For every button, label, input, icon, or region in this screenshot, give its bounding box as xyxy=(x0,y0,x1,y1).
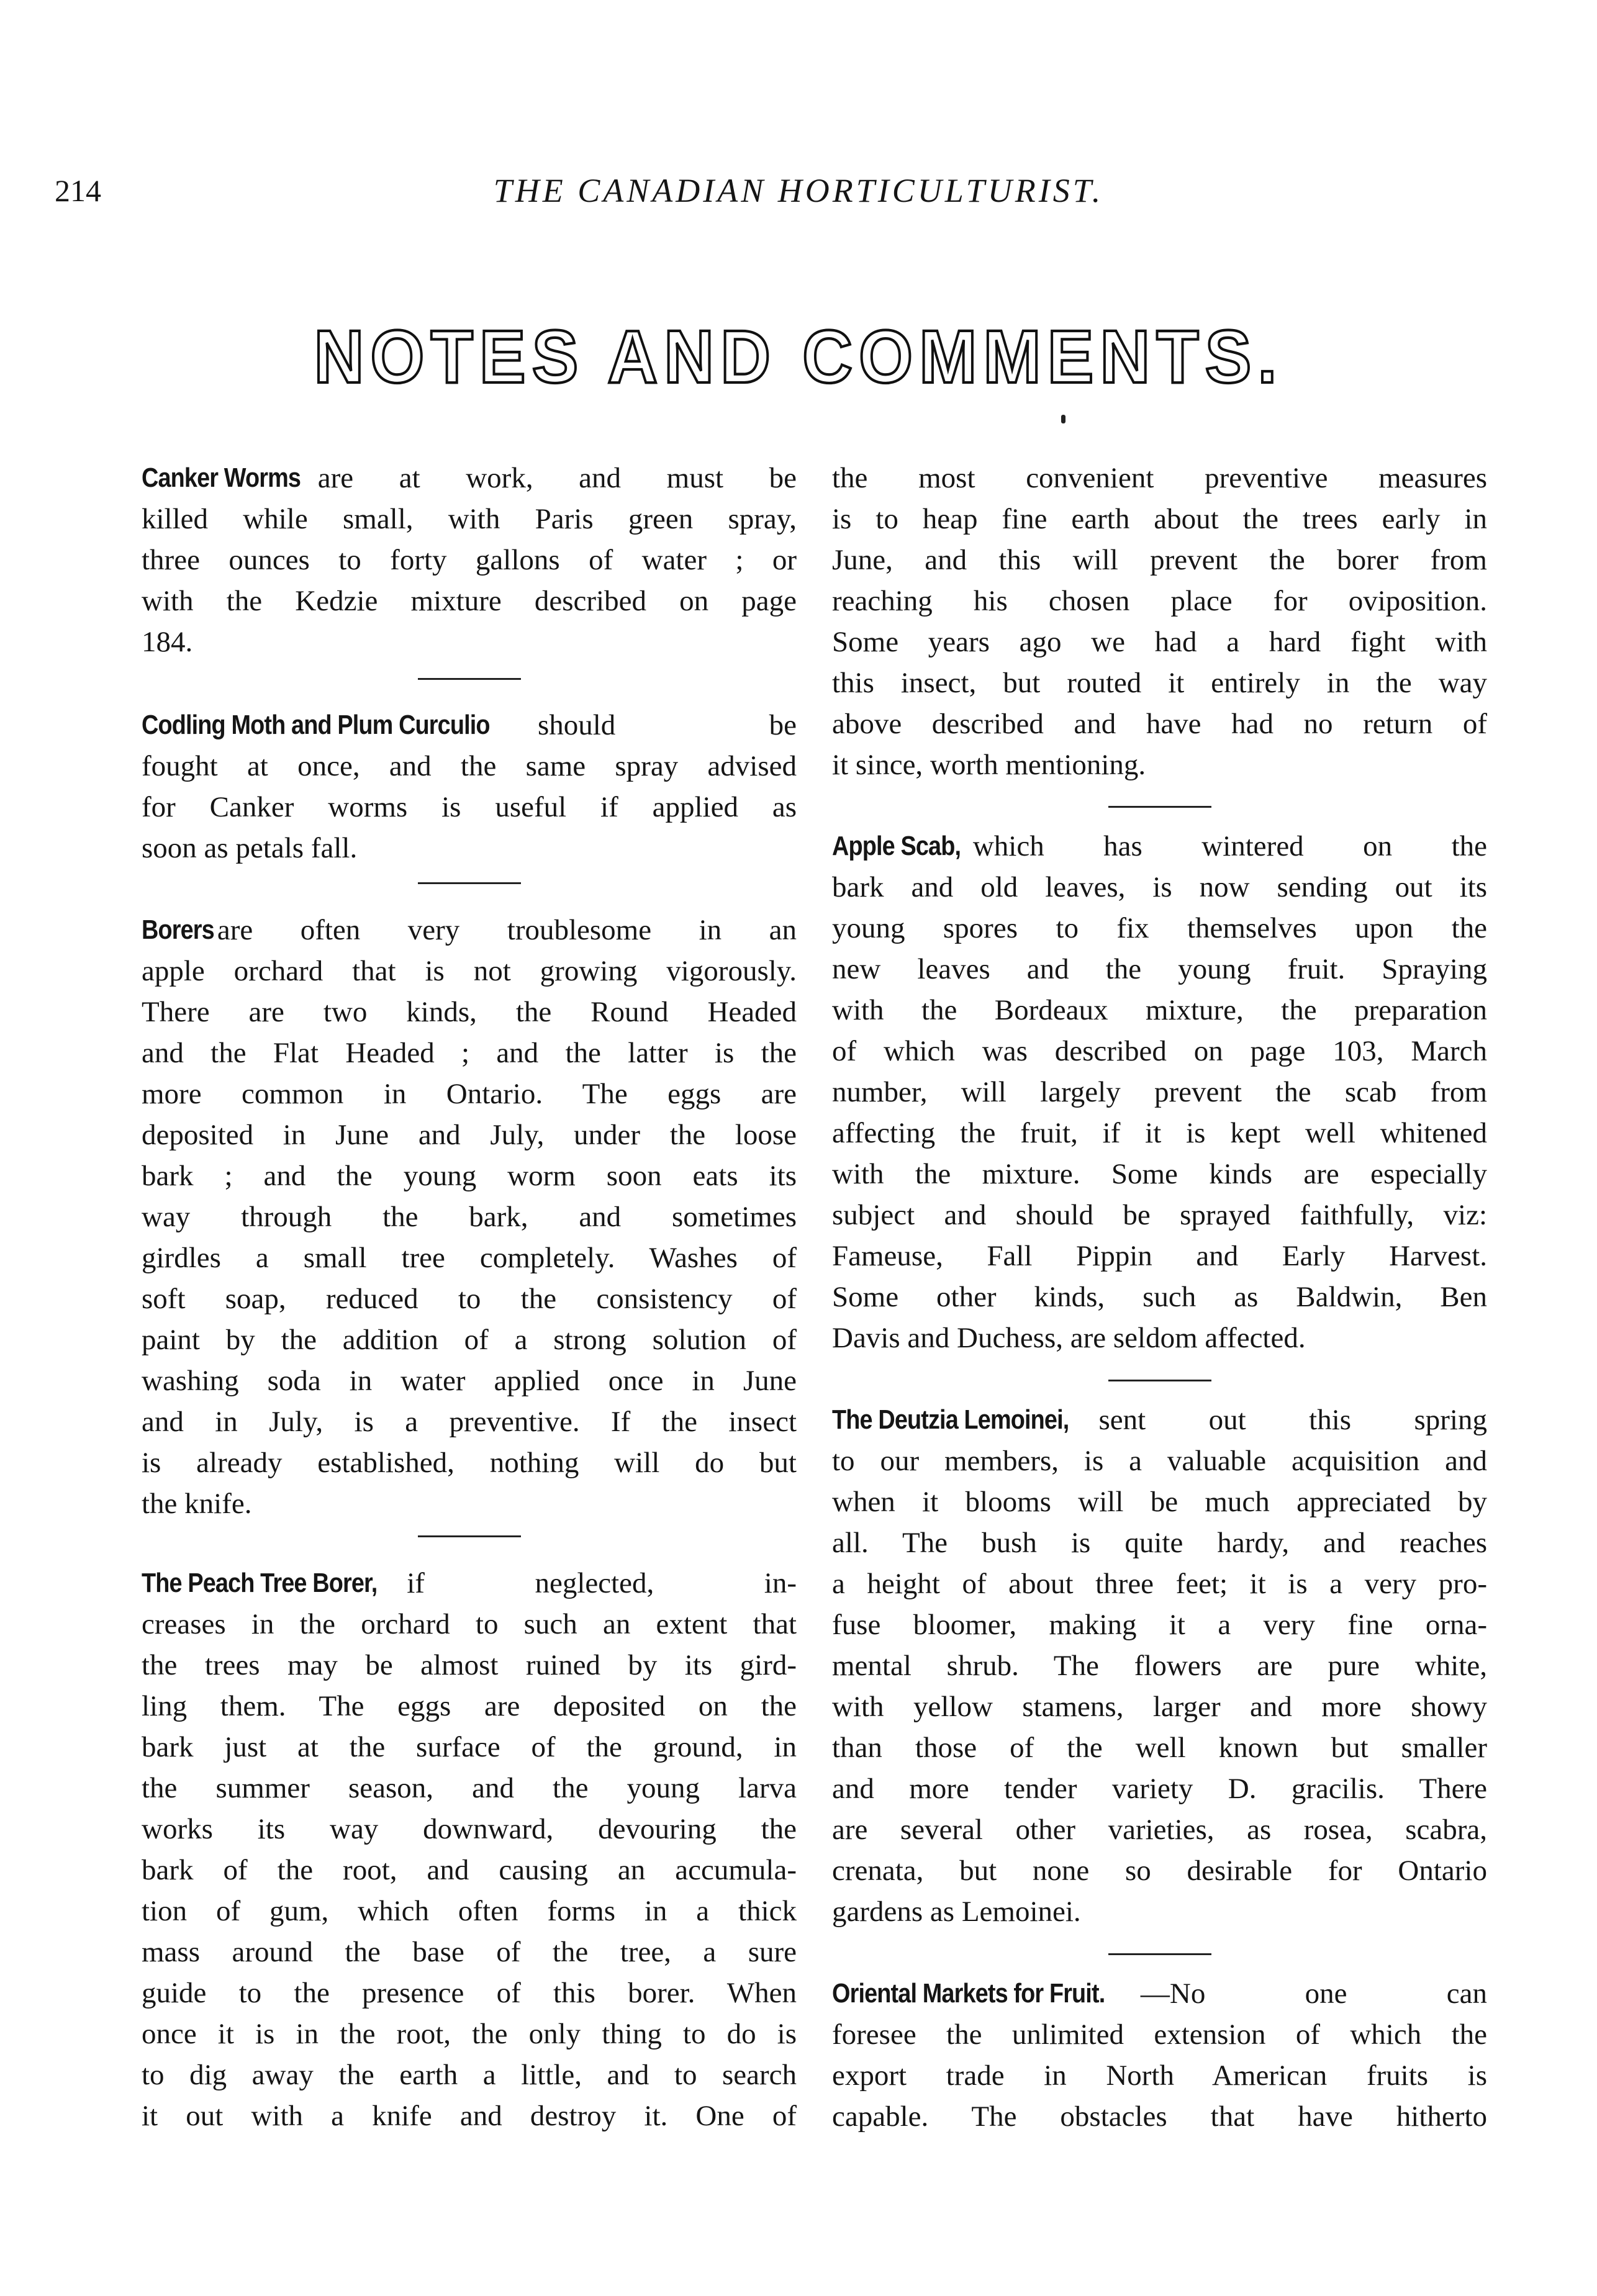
line-text: should be xyxy=(537,709,797,741)
line-text: tion of gum, which often forms in a thick xyxy=(142,1895,797,1927)
line-text: mass around the base of the tree, a sure xyxy=(142,1936,797,1968)
text-line xyxy=(832,1563,1487,1604)
paragraph xyxy=(832,1973,1487,2137)
text-line xyxy=(142,1360,797,1401)
paragraph xyxy=(832,826,1487,1358)
line-text: —No one can xyxy=(1140,1977,1487,2010)
paragraph xyxy=(142,705,797,869)
line-text: fought at once, and the same spray advised xyxy=(142,750,797,782)
paragraph-lead: The Deutzia Lemoinei, xyxy=(832,1404,1069,1435)
line-text: more common in Ontario. The eggs are xyxy=(142,1078,797,1110)
text-line xyxy=(142,1319,797,1360)
line-text: and in July, is a preventive. If the insect xyxy=(142,1406,797,1438)
line-text: 184. xyxy=(142,626,193,658)
text-line xyxy=(832,540,1487,581)
paragraph-lead: Canker Worms xyxy=(142,463,301,493)
text-line xyxy=(142,1237,797,1278)
line-text: sent out this spring xyxy=(1098,1404,1487,1436)
text-line xyxy=(142,1727,797,1768)
line-text: killed while small, with Paris green spray, xyxy=(142,503,797,535)
paragraph xyxy=(142,458,797,662)
line-text: bark of the root, and causing an accumula- xyxy=(142,1854,797,1886)
text-line xyxy=(142,951,797,992)
text-line xyxy=(142,1891,797,1932)
section-divider xyxy=(1108,1953,1211,1955)
text-line xyxy=(832,2096,1487,2137)
text-line xyxy=(142,1973,797,2014)
line-text: are often very troublesome in an xyxy=(217,914,797,946)
text-line xyxy=(832,908,1487,949)
text-line xyxy=(832,1154,1487,1195)
line-text: Fameuse, Fall Pippin and Early Harvest. xyxy=(832,1240,1487,1272)
section-divider xyxy=(1108,1380,1211,1381)
line-text: are at work, and must be xyxy=(317,462,797,494)
text-line xyxy=(832,990,1487,1031)
text-line xyxy=(832,2014,1487,2055)
text-line xyxy=(142,499,797,540)
line-text: and more tender variety D. gracilis. There xyxy=(832,1773,1487,1805)
line-text: if neglected, in- xyxy=(407,1567,797,1599)
line-text: June, and this will prevent the borer from xyxy=(832,544,1487,576)
text-line xyxy=(832,1727,1487,1768)
line-text: when it blooms will be much appreciated by xyxy=(832,1486,1487,1518)
line-text: with the Bordeaux mixture, the preparation xyxy=(832,994,1487,1026)
line-text: the most convenient preventive measures xyxy=(832,462,1487,494)
line-text: capable. The obstacles that have hitherto xyxy=(832,2100,1487,2133)
text-line xyxy=(832,581,1487,621)
line-text: way through the bark, and sometimes xyxy=(142,1201,797,1233)
line-text: a height of about three feet; it is a very pro- xyxy=(832,1568,1487,1600)
print-speck xyxy=(1061,415,1065,423)
line-text: it out with a knife and destroy it. One of xyxy=(142,2100,797,2132)
line-text: subject and should be sprayed faithfully, viz: xyxy=(832,1199,1487,1231)
page-number: 214 xyxy=(55,173,101,208)
text-line xyxy=(142,1850,797,1891)
paragraph xyxy=(832,1399,1487,1932)
section-divider xyxy=(418,678,521,680)
line-text: new leaves and the young fruit. Spraying xyxy=(832,953,1487,985)
line-text: is to heap fine earth about the trees early in xyxy=(832,503,1487,535)
line-text: soft soap, reduced to the consistency of xyxy=(142,1283,797,1315)
line-text: once it is in the root, the only thing to do is xyxy=(142,2018,797,2050)
paragraph-lead: Codling Moth and Plum Curculio xyxy=(142,710,490,740)
line-text: creases in the orchard to such an extent that xyxy=(142,1608,797,1640)
section-divider xyxy=(418,1535,521,1537)
text-line xyxy=(832,1973,1487,2014)
line-text: washing soda in water applied once in June xyxy=(142,1365,797,1397)
line-text: and the Flat Headed ; and the latter is the xyxy=(142,1037,797,1069)
paragraph-lead: Borers xyxy=(142,915,214,945)
text-line xyxy=(832,1440,1487,1481)
text-line xyxy=(142,787,797,828)
line-text: bark and old leaves, is now sending out its xyxy=(832,871,1487,903)
running-title: THE CANADIAN HORTICULTURIST. xyxy=(493,172,1104,209)
text-line xyxy=(832,1768,1487,1809)
line-text: fuse bloomer, making it a very fine orna- xyxy=(832,1609,1487,1641)
line-text: Davis and Duchess, are seldom affected. xyxy=(832,1322,1306,1354)
line-text: with the Kedzie mixture described on page xyxy=(142,585,797,617)
text-line xyxy=(832,1236,1487,1277)
paragraph-lead: Oriental Markets for Fruit. xyxy=(832,1978,1105,2009)
text-line xyxy=(142,2054,797,2095)
line-text: reaching his chosen place for oviposition. xyxy=(832,585,1487,617)
paragraph xyxy=(142,1563,797,2136)
text-line xyxy=(832,1686,1487,1727)
text-line xyxy=(142,1155,797,1196)
text-line xyxy=(142,910,797,951)
text-line xyxy=(832,1072,1487,1113)
line-text: than those of the well known but smaller xyxy=(832,1732,1487,1764)
line-text: which has wintered on the xyxy=(972,830,1487,862)
line-text: it since, worth mentioning. xyxy=(832,749,1146,781)
line-text: number, will largely prevent the scab from xyxy=(832,1076,1487,1108)
line-text: affecting the fruit, if it is kept well whitened xyxy=(832,1117,1487,1149)
line-text: are several other varieties, as rosea, scabra, xyxy=(832,1814,1487,1846)
text-line xyxy=(142,1442,797,1483)
text-line xyxy=(832,949,1487,990)
text-line xyxy=(832,1317,1487,1358)
line-text: all. The bush is quite hardy, and reaches xyxy=(832,1527,1487,1559)
line-text: foresee the unlimited extension of which the xyxy=(832,2018,1487,2051)
section-divider xyxy=(1108,806,1211,808)
line-text: for Canker worms is useful if applied as xyxy=(142,791,797,823)
text-line xyxy=(142,621,797,662)
line-text: Some other kinds, such as Baldwin, Ben xyxy=(832,1281,1487,1313)
text-line xyxy=(142,1196,797,1237)
text-line xyxy=(142,1932,797,1973)
text-line xyxy=(142,992,797,1033)
text-line xyxy=(142,581,797,621)
text-line xyxy=(832,499,1487,540)
paragraph-lead: The Peach Tree Borer, xyxy=(142,1568,378,1598)
text-line xyxy=(832,1850,1487,1891)
text-line xyxy=(832,826,1487,867)
text-line xyxy=(832,458,1487,499)
paragraph xyxy=(832,458,1487,785)
text-line xyxy=(832,744,1487,785)
text-line xyxy=(142,540,797,581)
line-text: with yellow stamens, larger and more showy xyxy=(832,1691,1487,1723)
text-line xyxy=(142,1809,797,1850)
line-text: soon as petals fall. xyxy=(142,832,358,864)
paragraph xyxy=(142,910,797,1524)
line-text: of which was described on page 103, March xyxy=(832,1035,1487,1067)
text-line xyxy=(832,1522,1487,1563)
line-text: to our members, is a valuable acquisition and xyxy=(832,1445,1487,1477)
text-line xyxy=(832,1645,1487,1686)
text-line xyxy=(142,2095,797,2136)
text-line xyxy=(142,2014,797,2054)
text-line xyxy=(142,705,797,746)
line-text: bark just at the surface of the ground, in xyxy=(142,1731,797,1763)
line-text: Some years ago we had a hard fight with xyxy=(832,626,1487,658)
text-line xyxy=(142,1114,797,1155)
text-line xyxy=(832,621,1487,662)
line-text: young spores to fix themselves upon the xyxy=(832,912,1487,944)
section-title: NOTES AND COMMENTS. xyxy=(314,315,1283,399)
text-line xyxy=(832,867,1487,908)
text-line xyxy=(832,2055,1487,2096)
line-text: to dig away the earth a little, and to search xyxy=(142,2059,797,2091)
text-line xyxy=(142,1033,797,1073)
line-text: gardens as Lemoinei. xyxy=(832,1896,1081,1928)
line-text: guide to the presence of this borer. When xyxy=(142,1977,797,2009)
line-text: apple orchard that is not growing vigorously. xyxy=(142,955,797,987)
text-line xyxy=(832,1195,1487,1236)
text-line xyxy=(142,746,797,787)
text-line xyxy=(142,1563,797,1604)
text-line xyxy=(832,1809,1487,1850)
text-line xyxy=(142,1768,797,1809)
text-line xyxy=(832,1481,1487,1522)
text-line xyxy=(142,1278,797,1319)
line-text: export trade in North American fruits is xyxy=(832,2059,1487,2092)
text-line xyxy=(832,703,1487,744)
line-text: ling them. The eggs are deposited on the xyxy=(142,1690,797,1722)
line-text: the summer season, and the young larva xyxy=(142,1772,797,1804)
line-text: the knife. xyxy=(142,1488,252,1520)
line-text: mental shrub. The flowers are pure white, xyxy=(832,1650,1487,1682)
text-line xyxy=(832,1277,1487,1317)
text-line xyxy=(142,1401,797,1442)
line-text: with the mixture. Some kinds are especially xyxy=(832,1158,1487,1190)
text-line xyxy=(142,1073,797,1114)
line-text: paint by the addition of a strong solution of xyxy=(142,1324,797,1356)
line-text: girdles a small tree completely. Washes of xyxy=(142,1242,797,1274)
line-text: works its way downward, devouring the xyxy=(142,1813,797,1845)
line-text: this insect, but routed it entirely in the way xyxy=(832,667,1487,699)
text-line xyxy=(142,828,797,869)
line-text: crenata, but none so desirable for Ontario xyxy=(832,1855,1487,1887)
text-line xyxy=(142,1645,797,1686)
section-divider xyxy=(418,882,521,884)
text-line xyxy=(832,1113,1487,1154)
line-text: the trees may be almost ruined by its gird- xyxy=(142,1649,797,1681)
line-text: above described and have had no return of xyxy=(832,708,1487,740)
text-line xyxy=(142,1686,797,1727)
line-text: deposited in June and July, under the loose xyxy=(142,1119,797,1151)
paragraph-lead: Apple Scab, xyxy=(832,831,961,861)
line-text: is already established, nothing will do but xyxy=(142,1447,797,1479)
text-line xyxy=(832,1891,1487,1932)
text-line xyxy=(832,1031,1487,1072)
line-text: There are two kinds, the Round Headed xyxy=(142,996,797,1028)
line-text: bark ; and the young worm soon eats its xyxy=(142,1160,797,1192)
text-line xyxy=(142,458,797,499)
text-line xyxy=(142,1604,797,1645)
text-line xyxy=(832,1604,1487,1645)
text-line xyxy=(142,1483,797,1524)
text-line xyxy=(832,1399,1487,1440)
text-line xyxy=(832,662,1487,703)
line-text: three ounces to forty gallons of water ; or xyxy=(142,544,797,576)
